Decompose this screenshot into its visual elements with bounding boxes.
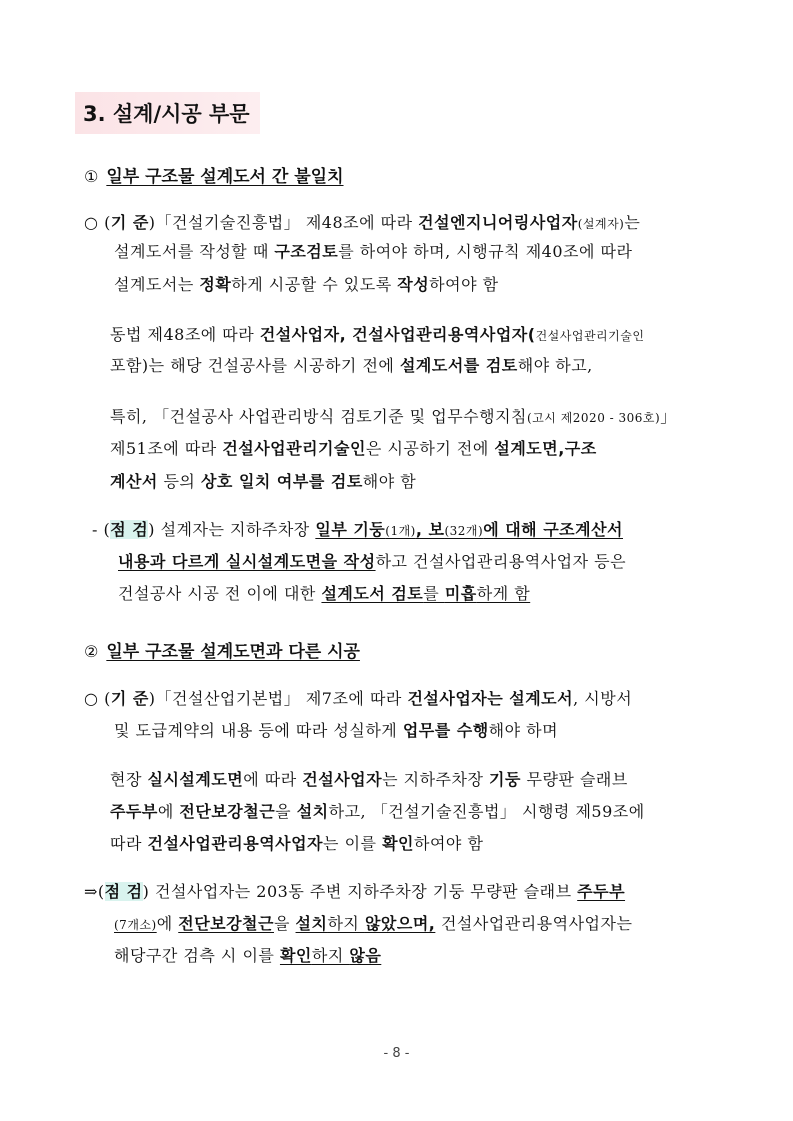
standard-label: 기 준	[110, 213, 149, 232]
item-2-inspection-line-2: (7개소)에 전단보강철근을 설치하지 않았으며, 건설사업관리용역사업자는	[114, 914, 633, 933]
item-1-inspection-line-2: 내용과 다르게 실시설계도면을 작성하고 건설사업관리용역사업자 등은	[118, 552, 627, 571]
item-1-standard-line-1: ○ (기 준)「건설기술진흥법」 제48조에 따라 건설엔지니어링사업자(설계자)는	[84, 213, 641, 232]
item-1-standard-para3-line-3: 계산서 등의 상호 일치 여부를 검토해야 함	[110, 472, 417, 491]
item-1-number: ①	[84, 167, 99, 186]
item-2-title: ② 일부 구조물 설계도면과 다른 시공	[84, 642, 360, 662]
item-1-standard-line-2: 설계도서를 작성할 때 구조검토를 하여야 하며, 시행규칙 제40조에 따라	[114, 242, 633, 261]
inspection-label: 점 검	[110, 520, 149, 539]
item-2-standard-para2-line-2: 주두부에 전단보강철근을 설치하고, 「건설기술진흥법」 시행령 제59조에	[110, 802, 645, 821]
item-1-standard-para3-line-1: 특히, 「건설공사 사업관리방식 검토기준 및 업무수행지침(고시 제2020 - 306호)」	[110, 407, 677, 426]
item-2-inspection-line-3: 해당구간 검측 시 이를 확인하지 않음	[114, 946, 382, 965]
item-1-standard-para2-line-1: 동법 제48조에 따라 건설사업자, 건설사업관리용역사업자(건설사업관리기술인	[110, 325, 645, 344]
page-number: - 8 -	[383, 1046, 410, 1061]
item-1-inspection-line-1: - (점 검) 설계자는 지하주차장 일부 기둥(1개), 보(32개)에 대해 구조계산서	[92, 520, 623, 539]
item-1-inspection-line-3: 건설공사 시공 전 이에 대한 설계도서 검토를 미흡하게 함	[118, 584, 531, 603]
item-1-title: ① 일부 구조물 설계도서 간 불일치	[84, 167, 344, 187]
item-1-standard-line-3: 설계도서는 정확하게 시공할 수 있도록 작성하여야 함	[114, 275, 499, 294]
section-heading: 3. 설계/시공 부문	[75, 92, 260, 134]
item-2-standard-para2-line-3: 따라 건설사업관리용역사업자는 이를 확인하여야 함	[110, 834, 484, 853]
item-2-number: ②	[84, 642, 99, 661]
item-2-standard-line-2: 및 도급계약의 내용 등에 따라 성실하게 업무를 수행해야 하며	[114, 721, 559, 740]
item-2-standard-line-1: ○ (기 준)「건설산업기본법」 제7조에 따라 건설사업자는 설계도서, 시방서	[84, 689, 633, 708]
item-1-standard-para3-line-2: 제51조에 따라 건설사업관리기술인은 시공하기 전에 설계도면,구조	[110, 439, 597, 458]
item-2-inspection-line-1: ⇒(점 검) 건설사업자는 203동 주변 지하주차장 기둥 무량판 슬래브 주두부	[84, 882, 626, 901]
item-1-standard-para2-line-2: 포함)는 해당 건설공사를 시공하기 전에 설계도서를 검토해야 하고,	[110, 356, 593, 375]
inspection-label: 점 검	[104, 882, 143, 901]
item-2-standard-para2-line-1: 현장 실시설계도면에 따라 건설사업자는 지하주차장 기둥 무량판 슬래브	[110, 770, 628, 789]
